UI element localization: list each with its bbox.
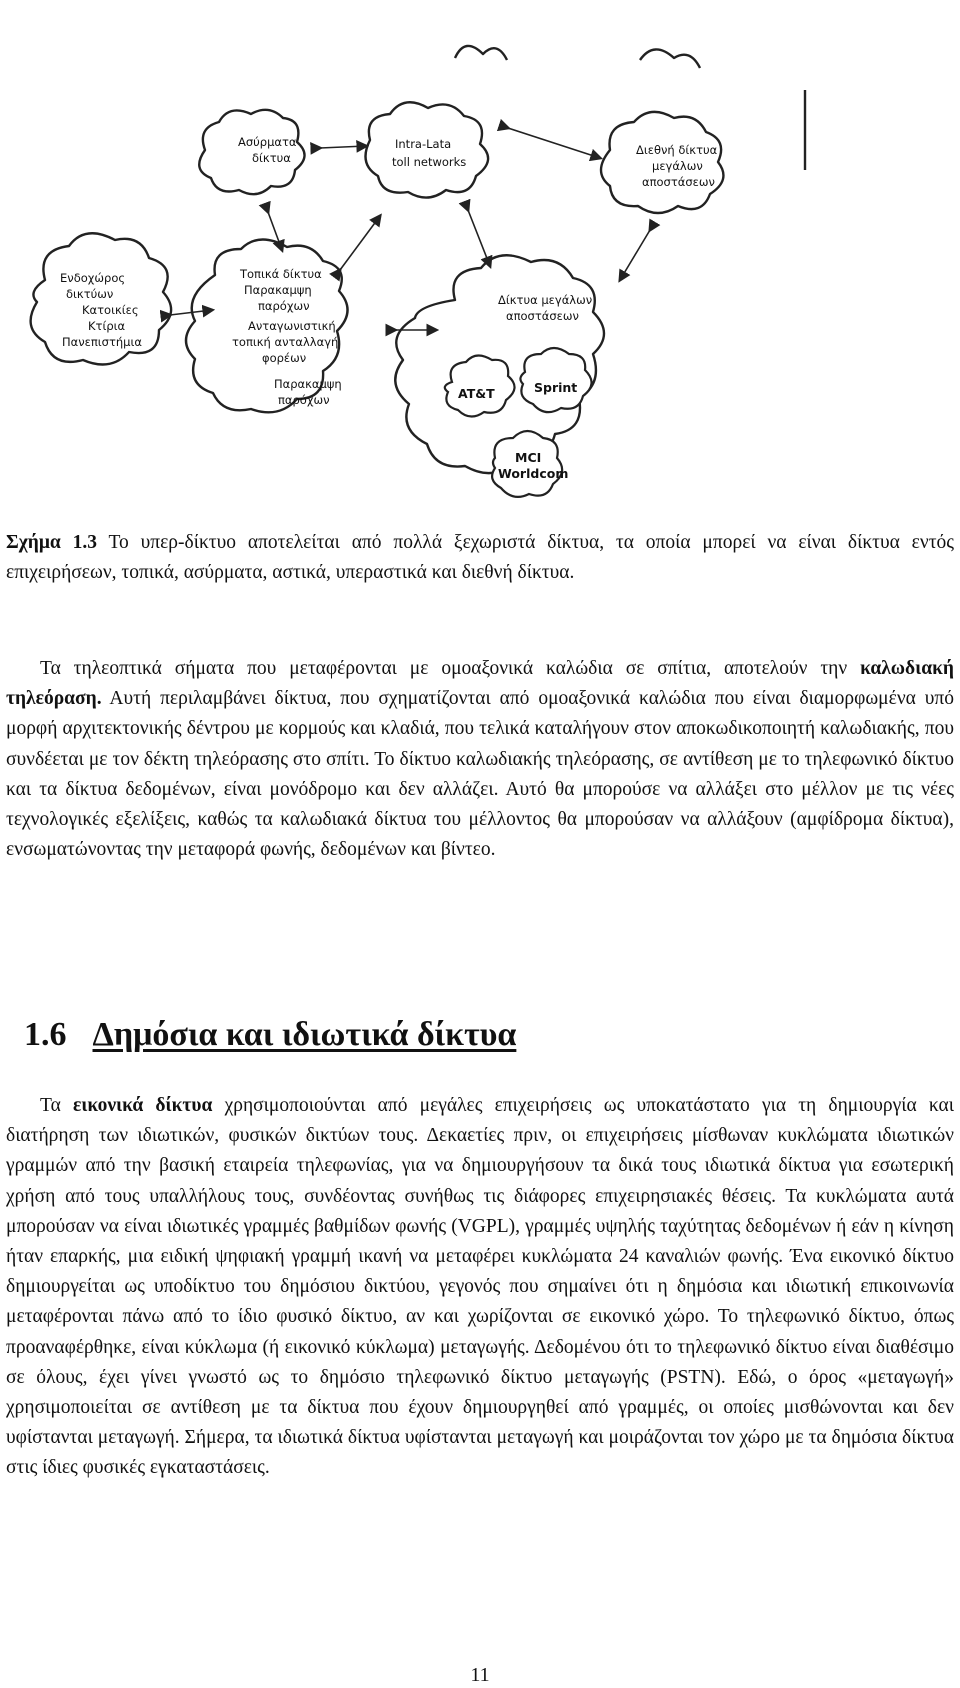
local-label-3: παρόχων: [258, 299, 310, 313]
page-number: 11: [470, 1664, 490, 1686]
arrow-international-longdistance: [620, 230, 650, 280]
p1-bold: καλωδιακή τηλεόραση.: [6, 658, 954, 710]
network-diagram-svg: [0, 30, 820, 500]
enterprise-label-2: δικτύων: [66, 287, 114, 301]
p1-start: Τα τηλεοπτικά σήματα που μεταφέρονται με ομοαξονικά καλώδια σε σπίτια, αποτελούν την: [40, 658, 861, 679]
international-label-2: μεγάλων: [652, 159, 703, 173]
wireless-label-2: δίκτυα: [252, 151, 291, 165]
long-distance-label-2: αποστάσεων: [506, 309, 579, 323]
local-label-6: φορέων: [262, 351, 307, 365]
p2-bold: εικονικά δίκτυα: [72, 1095, 213, 1116]
caption-text: Το υπερ-δίκτυο αποτελείται από πολλά ξεχωριστά δίκτυα, τα οποία μπορεί να είναι δίκτυα εντός επιχειρήσεων, τοπικά, ασύρματα, αστικά, υπεραστικά και διεθνή δίκτυα.: [6, 532, 954, 583]
p1-rest: Αυτή περιλαμβάνει δίκτυα, που σχηματίζονται από ομοαξονικά καλώδια που είναι διαμορφωμένα υπό μορφή αρχιτεκτονικής δέντρου με κορμούς και κλαδιά, που τελικά καταλήγουν στον αποκωδικοποιητή καλωδιακής, που συνδέεται με τον δέκτη τηλεόρασης στο σπίτι. Το δίκτυο καλωδιακής τηλεόρασης, σε αντίθεση με το τηλεφωνικό δίκτυο και τα δίκτυα δεδομένων, είναι μονόδρομο και δεν αλλάζει. Αυτό θα μπορούσε να αλλάξει στο μέλλον με τις νέες τεχνολογικές εξελίξεις, καθώς τα καλωδιακά δίκτυα του μέλλοντος θα μπορούσαν να αλλάξουν (αμφίδρομα δίκτυα), ενσωματώνοντας την μεταφορά φωνής, δεδομένων και βίντεο.: [6, 688, 954, 861]
mci-label-2: Worldcom: [498, 466, 569, 481]
enterprise-label-4: Κτίρια: [88, 319, 126, 333]
local-label-8: παρόχων: [278, 393, 330, 407]
long-distance-label-1: Δίκτυα μεγάλων: [498, 293, 593, 307]
arrow-intralata-longdistance: [468, 210, 490, 266]
wireless-label-1: Ασύρματα: [238, 135, 297, 149]
att-label: AT&T: [458, 386, 495, 401]
local-label-4: Ανταγωνιστική: [248, 319, 336, 333]
mci-label-1: MCI: [515, 450, 542, 465]
partial-cloud-top-right: [640, 49, 700, 68]
local-label-5: τοπική ανταλλαγή: [232, 335, 339, 349]
partial-cloud-top: [455, 46, 507, 60]
paragraph-cable-tv: [6, 654, 954, 865]
arrow-intralata-international: [508, 128, 600, 158]
international-label-1: Διεθνή δίκτυα: [636, 143, 718, 157]
section-number: 1.6: [24, 1016, 67, 1053]
intra-lata-label-1: Intra-Lata: [395, 137, 452, 151]
sprint-label: Sprint: [534, 380, 578, 395]
p2-start: Τα: [40, 1095, 73, 1116]
arrow-local-intralata: [340, 216, 380, 270]
enterprise-label-5: Πανεπιστήμια: [62, 335, 142, 349]
local-label-1: Τοπικά δίκτυα: [240, 267, 322, 281]
enterprise-label-3: Κατοικίες: [82, 303, 139, 317]
section-heading: [24, 1016, 516, 1054]
local-label-7: Παρακαμψη: [274, 377, 342, 391]
network-diagram: [0, 30, 820, 500]
arrow-wireless-intralata: [320, 146, 366, 148]
international-label-3: αποστάσεων: [642, 175, 715, 189]
p2-rest: χρησιμοποιούνται από μεγάλες επιχειρήσεις ως υποκατάστατο για τη δημιουργία και διατήρηση των ιδιωτικών, φυσικών δικτύων τους. Δεκαετίες πριν, οι επιχειρήσεις μίσθωναν κυκλώματα ιδιωτικών γραμμών από την βασική εταιρεία τηλεφωνίας, για να δημιουργήσουν τα δικά τους ιδιωτικά δίκτυα για εσωτερική χρήση από τους υπαλλήλους τους, συνδέοντας συνήθως τις διάφορες επιχειρησιακές θέσεις. Τα κυκλώματα αυτά μπορούσαν να είναι ιδιωτικές γραμμές βαθμίδων φωνής (VGPL), γραμμές υψηλής ταχύτητας δεδομένων ή εάν η κίνηση ήταν επαρκής, μια ειδική ψηφιακή γραμμή ικανή να μεταφέρει κυκλώματα 24 καναλιών φωνής. Ένα εικονικό δίκτυο δημιουργείται ως υποδίκτυο του δημόσιου δικτύου, γεγονός που σημαίνει ότι η δημόσια και ιδιωτική επικοινωνία μεταφέρονται πάνω από το ίδιο φυσικό δίκτυο, αν και χωρίζονται σε εικονικό χώρο. Το τηλεφωνικό δίκτυο, όπως προαναφέρθηκε, είναι κύκλωμα (ή εικονικό κύκλωμα) μεταγωγής. Δεδομένου ότι το τηλεφωνικό δίκτυο είναι διαθέσιμο σε όλους, έχει γίνει γνωστό ως το δημόσιο τηλεφωνικό δίκτυο μεταγωγής (PSTN). Εδώ, ο όρος «μεταγωγή» χρησιμοποιείται σε αντίθεση με τα δίκτυα που έχουν δημιουργηθεί από γραμμές, οι οποίες μισθώνονται και δεν υφίστανται μεταγωγή. Σήμερα, τα ιδιωτικά δίκτυα υφίστανται μεταγωγή και μοιράζονται τον χώρο με τα δημόσια δίκτυα στις ίδιες φυσικές εγκαταστάσεις.: [6, 1095, 954, 1479]
enterprise-label-1: Ενδοχώρος: [60, 271, 126, 285]
figure-caption: [6, 528, 954, 588]
intra-lata-label-2: toll networks: [392, 155, 467, 169]
section-title: Δημόσια και ιδιωτικά δίκτυα: [92, 1016, 517, 1053]
paragraph-virtual-networks: [6, 1091, 954, 1484]
local-label-2: Παρακαμψη: [244, 283, 312, 297]
caption-label: Σχήμα 1.3: [6, 532, 97, 553]
